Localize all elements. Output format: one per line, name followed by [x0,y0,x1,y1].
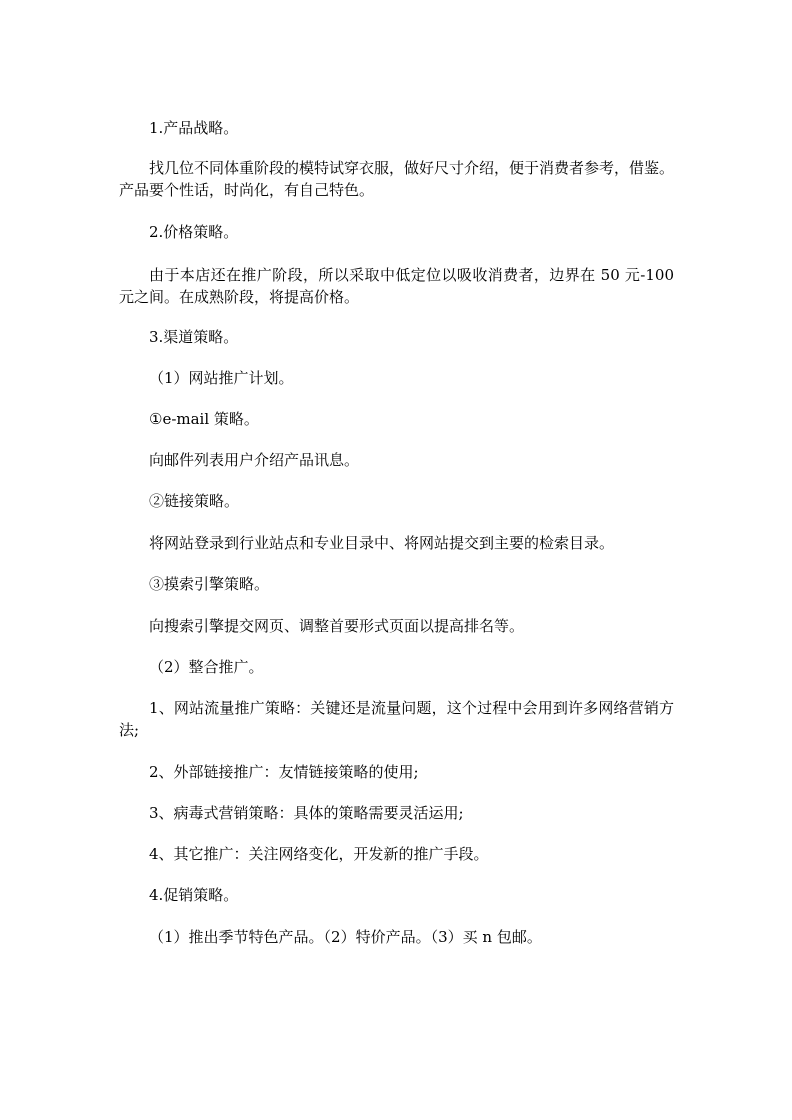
list-item-viral-marketing: 3、病毒式营销策略：具体的策略需要灵活运用; [149,804,464,822]
item-email-strategy: ①e-mail 策略。 [149,410,259,428]
item-search-engine-strategy: ③摸索引擎策略。 [149,575,270,593]
paragraph-search-engine-strategy: 向搜索引擎提交网页、调整首要形式页面以提高排名等。 [149,617,525,635]
heading-promotion-strategy: 4.促销策略。 [149,886,239,904]
subheading-integrated-promotion: （2）整合推广。 [149,658,264,676]
list-item-traffic-strategy: 1、网站流量推广策略：关键还是流量问题，这个过程中会用到许多网络营销方法; [119,699,674,739]
paragraph-promotion-items: （1）推出季节特色产品。（2）特价产品。（3）买 n 包邮。 [149,928,542,946]
subheading-website-promotion: （1）网站推广计划。 [149,369,294,387]
item-link-strategy: ②链接策略。 [149,492,240,510]
heading-channel-strategy: 3.渠道策略。 [149,328,239,346]
paragraph-link-strategy: 将网站登录到行业站点和专业目录中、将网站提交到主要的检索目录。 [149,534,615,552]
paragraph-product-strategy: 找几位不同体重阶段的模特试穿衣服，做好尺寸介绍，便于消费者参考，借鉴。产品要个性话，时尚化，有自己特色。 [119,159,675,199]
list-item-other-promotion: 4、其它推广：关注网络变化，开发新的推广手段。 [149,845,489,863]
list-item-external-links: 2、外部链接推广：友情链接策略的使用; [149,763,419,781]
heading-price-strategy: 2.价格策略。 [149,223,239,241]
heading-product-strategy: 1.产品战略。 [149,119,239,137]
paragraph-price-strategy: 由于本店还在推广阶段，所以采取中低定位以吸收消费者，边界在 50 元-100 元之间。在成熟阶段，将提高价格。 [119,266,674,306]
paragraph-email-strategy: 向邮件列表用户介绍产品讯息。 [149,451,360,469]
